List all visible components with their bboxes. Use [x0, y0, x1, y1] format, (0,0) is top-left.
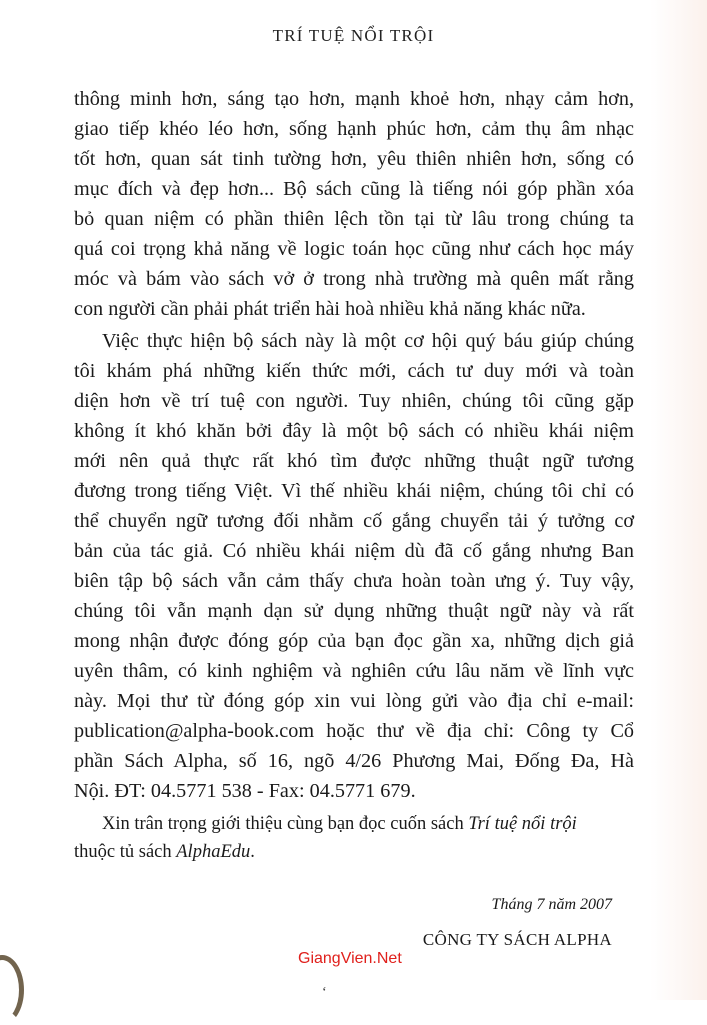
- text-line: đương trong tiếng Việt. Vì thế nhiều khái niệm, chúng tôi chỉ có: [74, 480, 634, 502]
- page-mark: ʻ: [322, 985, 327, 1000]
- text-line: tốt hơn, quan sát tinh tường hơn, yêu thiên nhiên hơn, sống có: [74, 148, 634, 170]
- series-prefix: thuộc tủ sách: [74, 842, 177, 862]
- intro-text: Xin trân trọng giới thiệu cùng bạn đọc cuốn sách: [102, 814, 469, 834]
- text-line: Việc thực hiện bộ sách này là một cơ hội quý báu giúp chúng: [102, 330, 634, 352]
- text-line: tôi khám phá những kiến thức mới, cách tư duy mới và toàn: [74, 360, 634, 382]
- running-head: TRÍ TUỆ NỔI TRỘI: [272, 26, 435, 45]
- text-line: [74, 838, 664, 866]
- text-line: bản của tác giả. Có nhiều khái niệm dù đã cố gắng nhưng Ban: [74, 540, 634, 562]
- text-line: mục đích và đẹp hơn... Bộ sách cũng là tiếng nói góp phần xóa: [74, 178, 634, 200]
- watermark: GiangVien.Net: [298, 950, 402, 967]
- text-line: biên tập bộ sách vẫn cảm thấy chưa hoàn toàn ưng ý. Tuy vậy,: [74, 570, 634, 592]
- text-line: quá coi trọng khả năng về logic toán học cũng như cách học máy: [74, 238, 634, 260]
- signature-company: CÔNG TY SÁCH ALPHA: [422, 930, 612, 949]
- text-line: này. Mọi thư từ đóng góp xin vui lòng gửi vào địa chỉ e-mail:: [74, 690, 634, 712]
- paragraph-3: [74, 810, 664, 866]
- text-line: mong nhận được đóng góp của bạn đọc gần xa, những dịch giả: [74, 630, 634, 652]
- text-line: bỏ quan niệm có phần thiên lệch tồn tại từ lâu trong chúng ta: [74, 208, 634, 230]
- address-line: phần Sách Alpha, số 16, ngõ 4/26 Phương Mai, Đống Đa, Hà: [74, 750, 634, 772]
- text-line: diện hơn về trí tuệ con người. Tuy nhiên, chúng tôi cũng gặp: [74, 390, 634, 412]
- text-line: móc và bám vào sách vở ở trong nhà trường mà quên mất rằng: [74, 268, 634, 290]
- text-line: không ít khó khăn bởi đây là một bộ sách có nhiều khái niệm: [74, 420, 634, 442]
- period: .: [250, 842, 255, 862]
- text-line: mới nên quả thực rất khó tìm được những thuật ngữ tương: [74, 450, 634, 472]
- phone-fax-line: Nội. ĐT: 04.5771 538 - Fax: 04.5771 679.: [74, 780, 416, 802]
- text-line: uyên thâm, có kinh nghiệm và nghiên cứu lâu năm về lĩnh vực: [74, 660, 634, 682]
- text-line: giao tiếp khéo léo hơn, sống hạnh phúc hơn, cảm thụ âm nhạc: [74, 118, 634, 140]
- email-line: publication@alpha-book.com hoặc thư về địa chỉ: Công ty Cổ: [74, 720, 634, 742]
- book-title: Trí tuệ nổi trội: [468, 814, 577, 834]
- text-line: thể chuyển ngữ tương đối nhằm cố gắng chuyển tải ý tưởng cơ: [74, 510, 634, 532]
- binding-ring-icon: [0, 955, 24, 1025]
- paragraph-2: [74, 326, 634, 806]
- series-name: AlphaEdu: [176, 842, 251, 862]
- text-line: con người cần phải phát triển hài hoà nhiều khả năng khác nữa.: [74, 298, 586, 320]
- text-line: chúng tôi vẫn mạnh dạn sử dụng những thuật ngữ này và rất: [74, 600, 634, 622]
- paragraph-1: [74, 84, 634, 324]
- signature-date: Tháng 7 năm 2007: [491, 896, 612, 913]
- text-line: [74, 810, 664, 838]
- text-line: thông minh hơn, sáng tạo hơn, mạnh khoẻ hơn, nhạy cảm hơn,: [74, 88, 634, 110]
